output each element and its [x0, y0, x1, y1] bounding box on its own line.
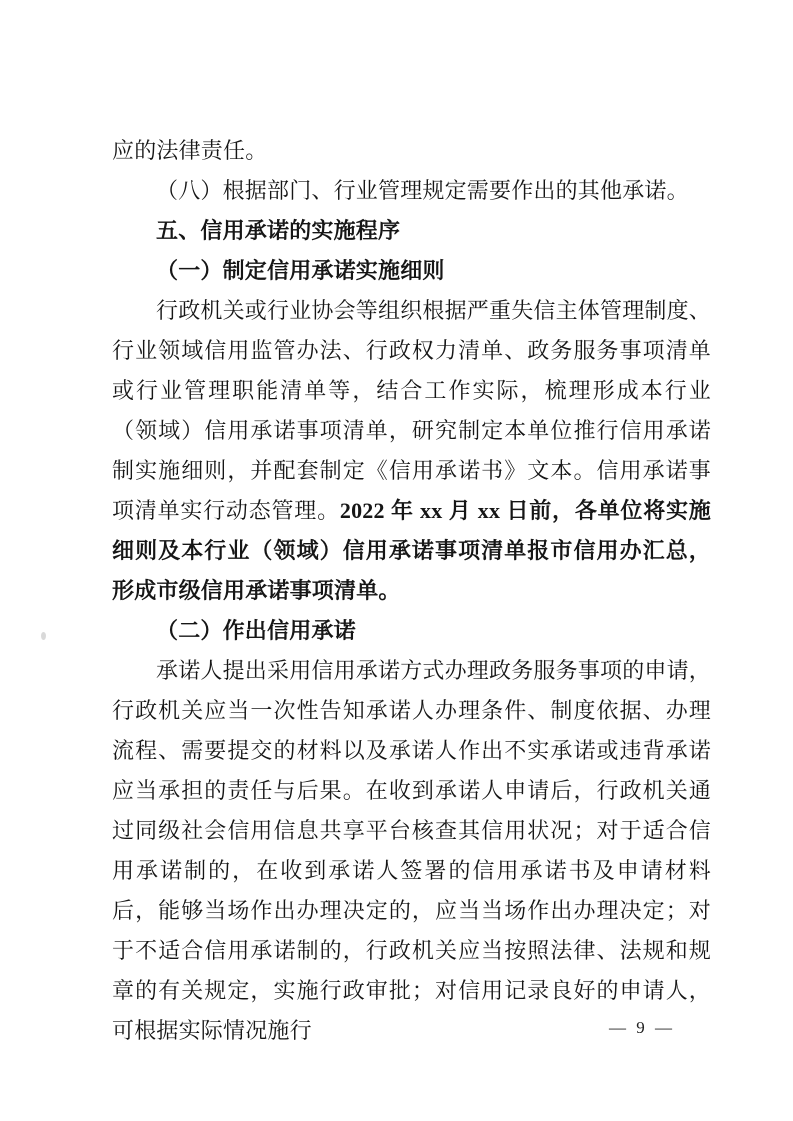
paragraph-implementation-rules-bold-deadline-text: 2022 年 xx 月 xx 日前，各单位将实施细则及本行业（领域）信用承诺事项清单报市信用办汇总，形成市级信用承诺事项清单。 [112, 498, 711, 603]
scan-artifact [41, 632, 46, 640]
heading-section-five: 五、信用承诺的实施程序 [156, 218, 401, 243]
paragraph-making-commitment: 承诺人提出采用信用承诺方式办理政务服务事项的申请，行政机关应当一次性告知承诺人办理条件、制度依据、办理流程、需要提交的材料以及承诺人作出不实承诺或违背承诺应当承担的责任与后果。在收到承诺人申请后，行政机关通过同级社会信用信息共享平台核查其信用状况；对于适合信用承诺制的，在收到承诺人签署的信用承诺书及申请材料后，能够当场作出办理决定的，应当当场作出办理决定；对于不适合信用承诺制的，行政机关应当按照法律、法规和规章的有关规定，实施行政审批；对信用记录良好的申请人，可根据实际情况施行 [112, 658, 712, 1043]
page-number: — 9 — [609, 1018, 675, 1037]
document-body [112, 131, 711, 1051]
paragraph-item-eight: （八）根据部门、行业管理规定需要作出的其他承诺。 [156, 178, 689, 203]
paragraph-implementation-rules [112, 291, 711, 611]
heading-subsection-one: （一）制定信用承诺实施细则 [156, 258, 445, 283]
paragraph-legal-responsibility-continuation: 应的法律责任。 [112, 138, 268, 163]
heading-subsection-two: （二）作出信用承诺 [156, 618, 356, 643]
paragraph-implementation-rules-normal-text: 行政机关或行业协会等组织根据严重失信主体管理制度、行业领域信用监管办法、行政权力清单、政务服务事项清单或行业管理职能清单等，结合工作实际，梳理形成本行业（领域）信用承诺事项清单，研究制定本单位推行信用承诺制实施细则，并配套制定《信用承诺书》文本。信用承诺事项清单实行动态管理。 [112, 298, 712, 523]
